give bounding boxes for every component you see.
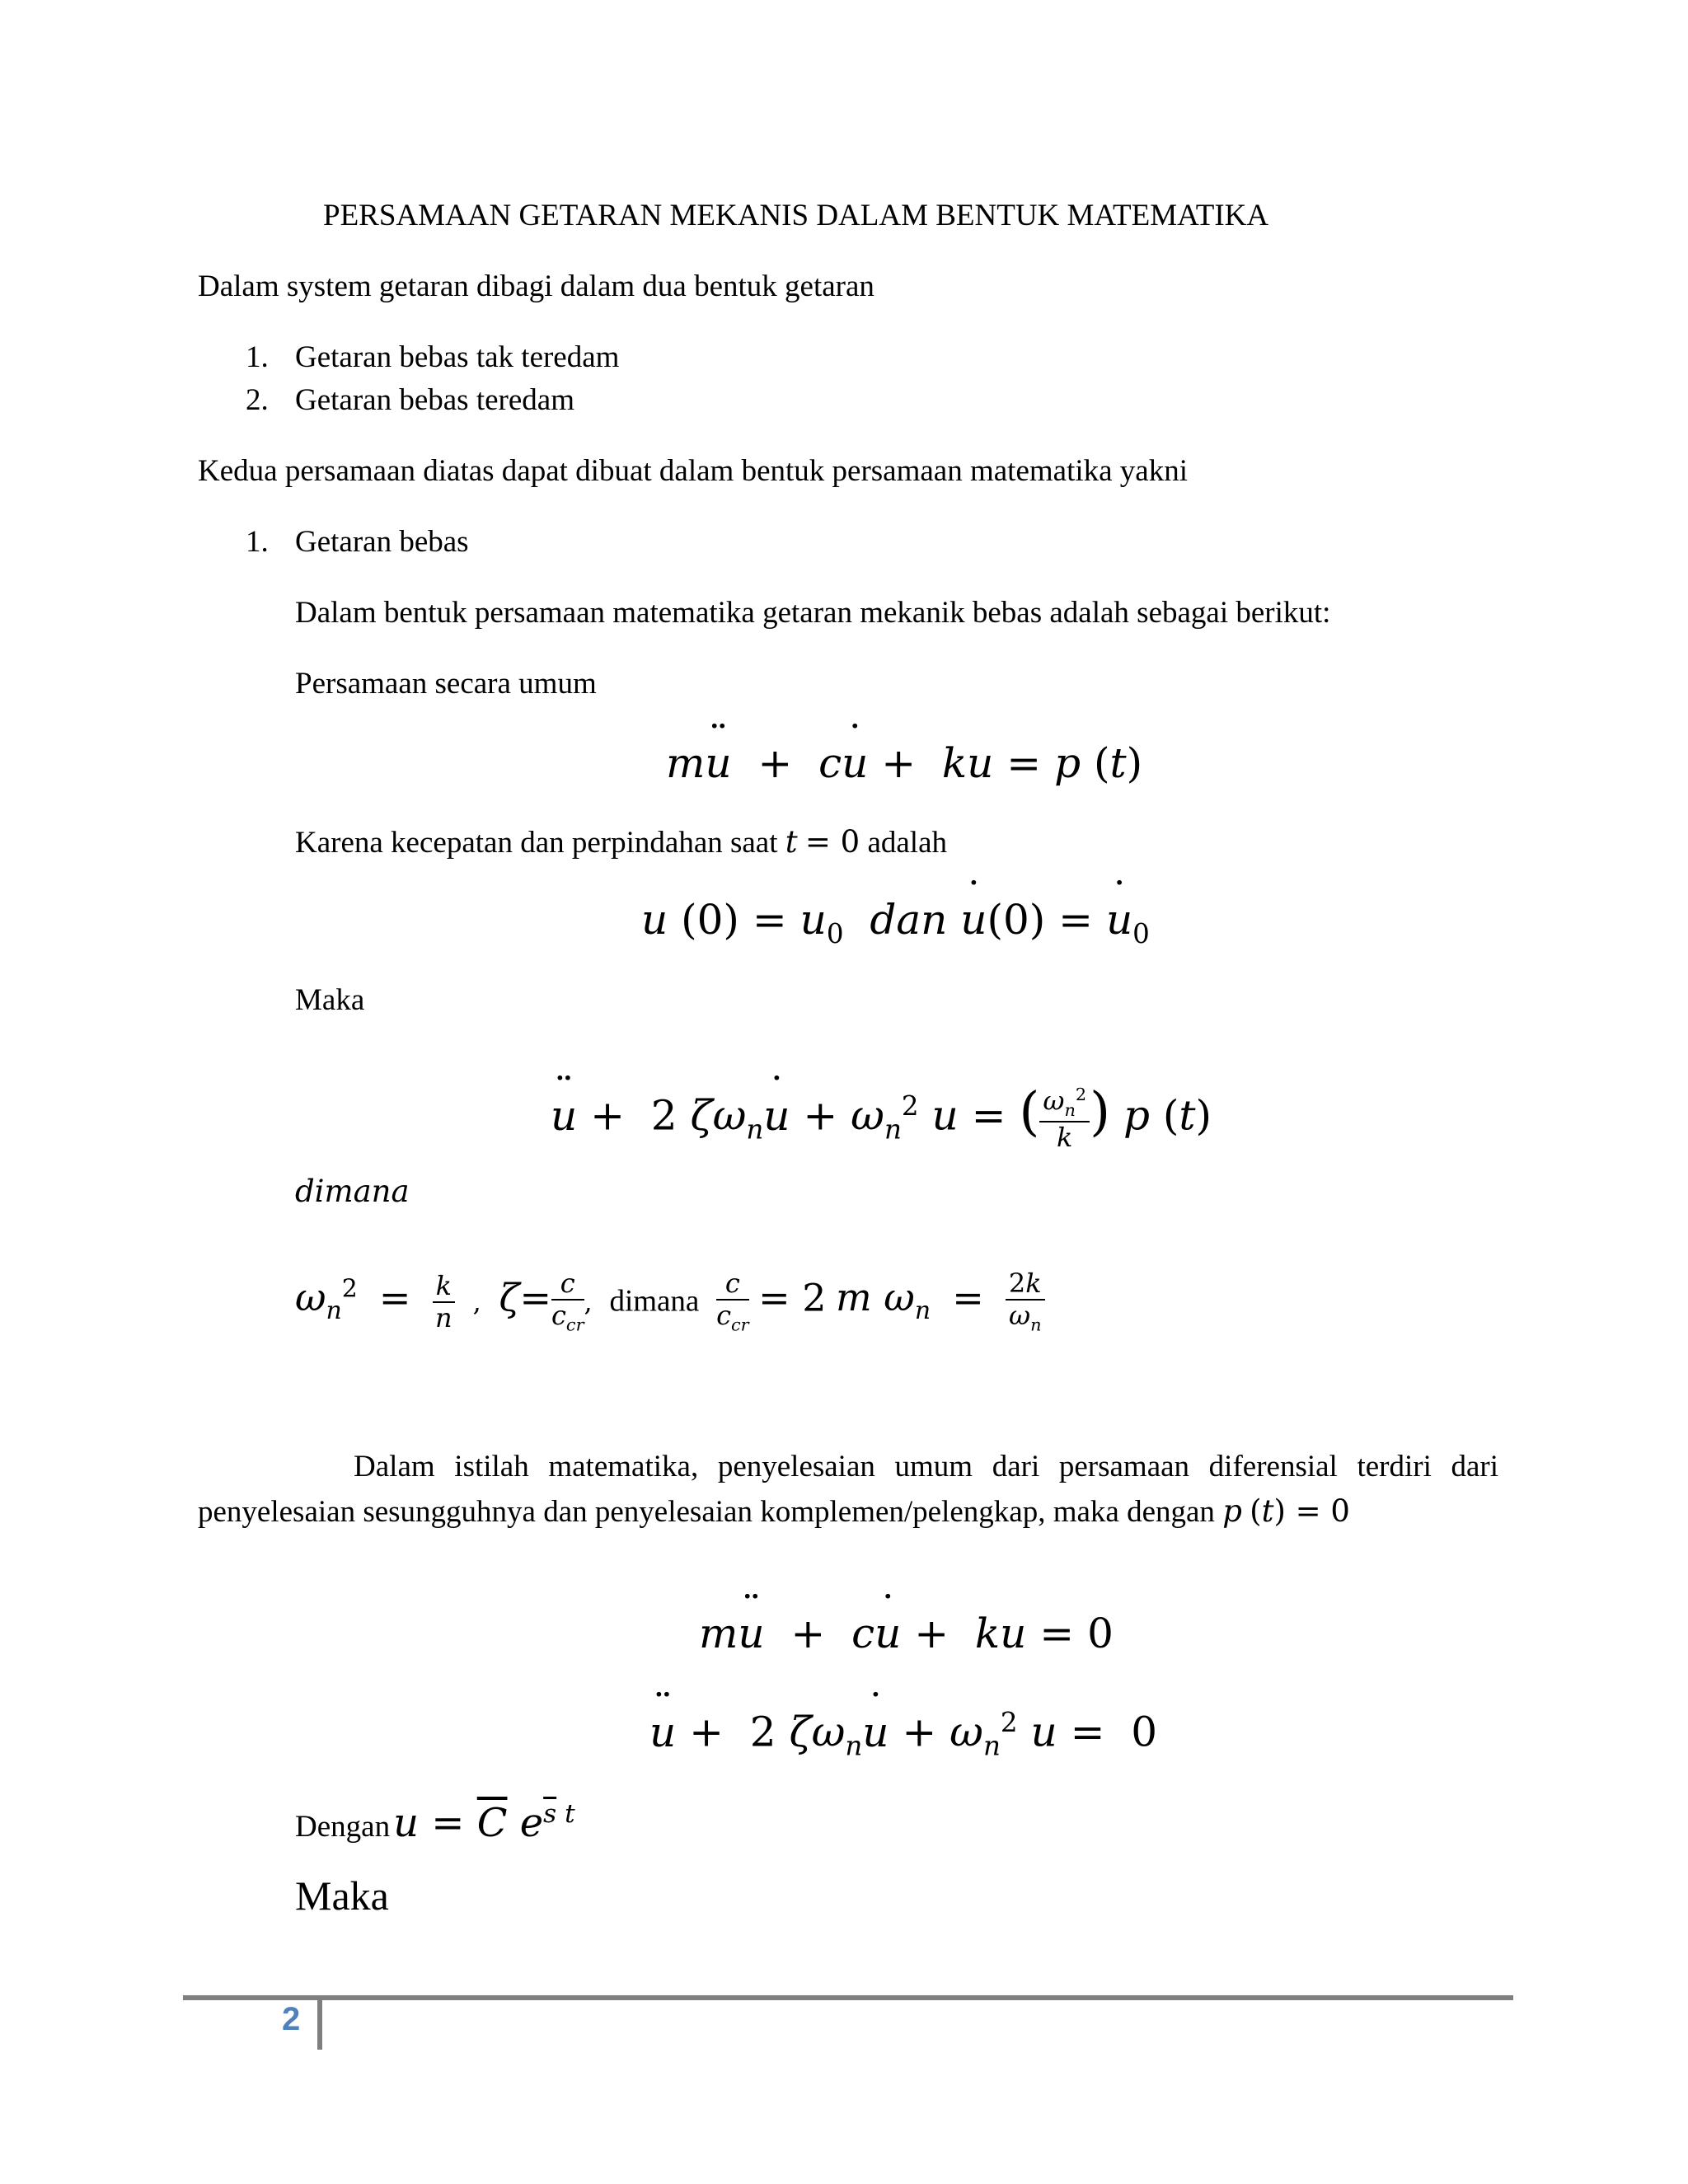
normalized-equation: u ¨ + 2 $\zeta\omega_nu$ ˙ + $\omega_n^2$ u = ( $\frac{\omega_n^2}{k}$ ) p (t) <box>551 1057 1212 1155</box>
sub-intro: Dalam bentuk persamaan matematika getaran mekanik bebas adalah sebagai berikut: <box>295 596 1331 630</box>
initial-condition-text: Karena kecepatan dan perpindahan saat t = 0 adalah <box>295 824 947 860</box>
paragraph: Kedua persamaan diatas dapat dibuat dalam bentuk persamaan matematika yakni <box>198 454 1189 488</box>
list-number: 1. <box>246 525 269 559</box>
maka-label: Maka <box>295 983 365 1017</box>
dimana-italic: dimana <box>295 1174 410 1209</box>
page-title: PERSAMAAN GETARAN MEKANIS DALAM BENTUK MATEMATIKA <box>323 199 1269 232</box>
maka-label-large: Maka <box>295 1872 389 1919</box>
intro-text: Dalam system getaran dibagi dalam dua bentuk getaran <box>198 269 874 303</box>
page-number: 2 <box>282 2001 301 2037</box>
persamaan-umum-label: Persamaan secara umum <box>295 667 597 701</box>
list-item: Getaran bebas tak teredam <box>295 340 620 374</box>
homogeneous-equation: mu ¨ + cu ˙ + ku = 0 <box>699 1609 1114 1658</box>
dengan-label: Dengan <box>295 1810 391 1844</box>
footer-divider <box>317 1995 322 2050</box>
equation-of-motion: mu ¨ + cu ˙ + ku = p (t) <box>666 738 1142 788</box>
homogeneous-normalized-equation: u ¨ + 2 $\zeta\omega_nu$ ˙ + $\omega_n^2$ u = 0 <box>649 1698 1157 1771</box>
paragraph-text: Dalam istilah matematika, penyelesaian umum dari persamaan diferensial terdiri dari <box>354 1450 1499 1483</box>
solution-assumption: Dengan $u = \overline{C}$ $e^{\overline{s} t}$ <box>295 1799 575 1846</box>
list-item: Getaran bebas teredam <box>295 383 574 417</box>
paragraph-line <box>198 1449 1498 1485</box>
list-item: Getaran bebas <box>295 525 469 559</box>
paragraph-line: penyelesaian sesungguhnya dan penyelesaian komplemen/pelengkap, maka dengan p (t) = 0 <box>198 1493 1350 1529</box>
footer-rule <box>183 1995 1513 2000</box>
karena-suffix: adalah <box>867 826 947 860</box>
dimana-plain: dimana <box>609 1284 700 1319</box>
definitions-equation: $\omega_n^2$ = $\frac{k}{n}$ , ζ= $\frac{c}{c_{cr}}$ , dimana $\frac{c}{c_{cr}}$ = 2 m $\omega_n$ = $\frac{2k}{\omega_n}$ <box>295 1244 1045 1335</box>
list-number: 1. <box>246 340 269 374</box>
initial-conditions-equation: u $(0) = u_0$ dan u ˙(0) = u $˙_0$ <box>641 895 1150 958</box>
paragraph-text: penyelesaian sesungguhnya dan penyelesaian komplemen/pelengkap, maka dengan <box>198 1495 1215 1529</box>
list-number: 2. <box>246 383 269 417</box>
karena-prefix: Karena kecepatan dan perpindahan saat <box>295 826 778 860</box>
